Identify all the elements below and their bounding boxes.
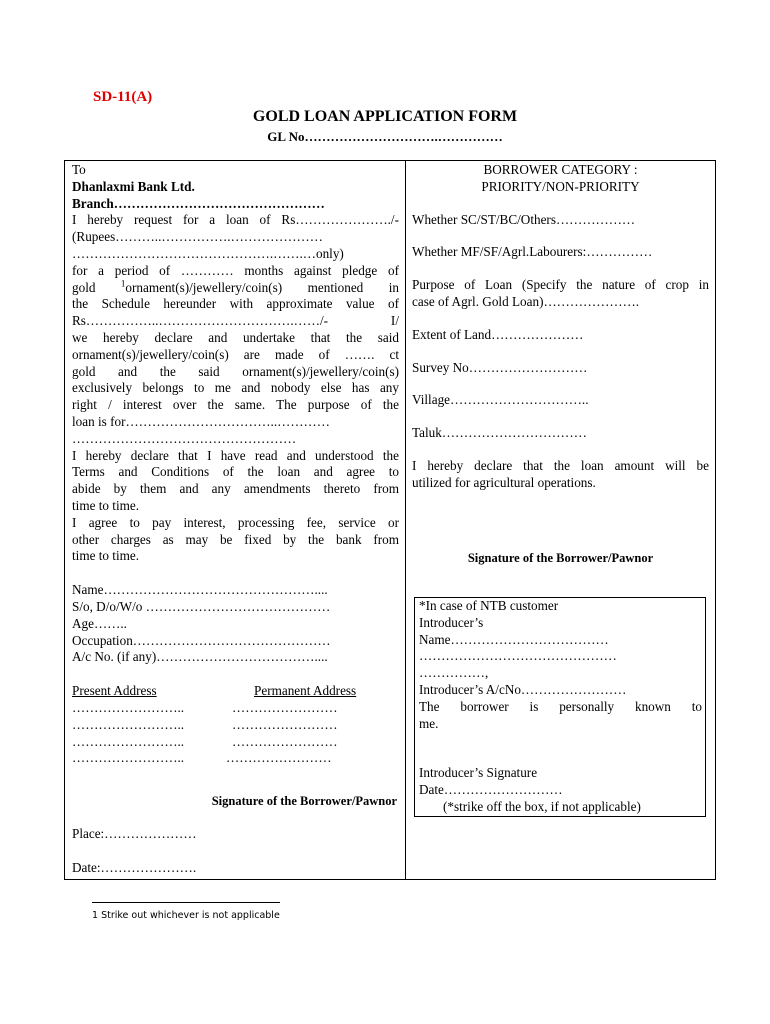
introducer-name-field: ……………………………………… (419, 648, 617, 664)
ntb-introducer-section (419, 598, 702, 816)
declaration-line: time to time. (72, 497, 140, 513)
agreement-line: time to time. (72, 548, 140, 564)
borrower-signature-label: Signature of the Borrower/Pawnor (211, 794, 397, 809)
taluk-field: Taluk…………………………… (412, 425, 587, 441)
introducer-name-field: ……………, (419, 665, 489, 681)
address-row (72, 750, 399, 767)
place-field: Place:………………… (72, 825, 197, 841)
loan-request-line: the Schedule hereunder with approximate value of (72, 296, 399, 312)
present-address-line: …………………….. (72, 716, 185, 732)
agri-declaration-line: utilized for agricultural operations. (412, 474, 596, 490)
caste-category-field: Whether SC/ST/BC/Others……………… (412, 211, 636, 227)
name-field: Name………………………………………….... (72, 582, 328, 598)
introducer-label: Introducer’s (419, 614, 484, 630)
survey-number-field: Survey No……………………… (412, 359, 588, 375)
extent-of-land-field: Extent of Land………………… (412, 326, 584, 342)
permanent-address-line: …………………… (226, 750, 332, 766)
introducer-account-field: Introducer’s A/cNo…………………… (419, 681, 627, 697)
permanent-address-line: …………………… (232, 733, 338, 749)
address-row (72, 700, 399, 717)
borrower-signature-label: Signature of the Borrower/Pawnor (467, 550, 654, 565)
loan-request-line: (Rupees………..…………….………………… (72, 229, 323, 245)
declaration-line: I hereby declare that I have read and understood the (72, 447, 399, 463)
present-address-line: …………………….. (72, 699, 185, 715)
gl-number-field: GL No………………………….…………… (267, 129, 503, 144)
permanent-address-line: …………………… (232, 716, 338, 732)
agri-declaration-line: I hereby declare that the loan amount will be (412, 457, 709, 473)
column-divider (405, 160, 406, 880)
date-field: Date:…………………. (72, 859, 197, 875)
address-row (72, 734, 399, 751)
farmer-category-field: Whether MF/SF/Agrl.Labourers:…………… (412, 244, 653, 260)
footnote-ref: 1 (120, 278, 126, 289)
account-number-field: A/c No. (if any)……………………………….... (72, 649, 328, 665)
bank-name: Dhanlaxmi Bank Ltd. (72, 178, 195, 194)
known-borrower-statement: me. (419, 715, 439, 731)
loan-request-line: ornament(s)/jewellery/coin(s) are made of ……. ct (72, 346, 399, 362)
declaration-line: Terms and Conditions of the loan and agree to (72, 464, 399, 480)
address-headers (72, 683, 399, 700)
to-label: To (72, 162, 86, 177)
permanent-address-label: Permanent Address (254, 683, 357, 699)
footnote: 1 Strike out whichever is not applicable (92, 910, 280, 921)
loan-request-line: exclusively belongs to me and nobody else has any (72, 380, 399, 396)
age-field: Age…….. (72, 615, 127, 631)
loan-request-line: for a period of ………… months against pledge of (72, 262, 399, 278)
form-title: GOLD LOAN APPLICATION FORM (252, 108, 518, 125)
form-code: SD-11(A) (93, 89, 153, 105)
relation-field: S/o, D/o/W/o …………………………………… (72, 598, 331, 614)
loan-request-line: ……………………………………….…….…only) (72, 245, 344, 261)
loan-purpose-field: Purpose of Loan (Specify the nature of crop in (412, 277, 709, 293)
agreement-line: I agree to pay interest, processing fee, service or (72, 514, 399, 530)
right-column (412, 162, 709, 566)
loan-request-line: gold and the said ornament(s)/jewellery/coin(s) (72, 363, 399, 379)
loan-request-line: I hereby request for a loan of Rs…………………./- (72, 212, 399, 228)
present-address-line: …………………….. (72, 733, 185, 749)
borrower-category-heading: BORROWER CATEGORY : (483, 162, 638, 177)
present-address-line: …………………….. (72, 750, 185, 766)
loan-purpose-line: loan is for……………………………..………… (72, 413, 330, 429)
branch-field: Branch………………………………………… (72, 195, 325, 211)
occupation-field: Occupation……………………………………… (72, 632, 331, 648)
address-row (72, 717, 399, 734)
borrower-category-options: PRIORITY/NON-PRIORITY (481, 178, 640, 194)
village-field: Village………………………….. (412, 392, 589, 408)
declaration-line: abide by them and any amendments thereto from (72, 481, 399, 497)
ntb-note: *In case of NTB customer (419, 598, 559, 613)
left-column (72, 162, 399, 876)
introducer-name-field: Name……………………………… (419, 631, 609, 647)
strike-off-note: (*strike off the box, if not applicable) (443, 798, 641, 814)
present-address-label: Present Address (72, 683, 157, 699)
known-borrower-statement: The borrower is personally known to (419, 698, 702, 714)
loan-request-line: we hereby declare and undertake that the said (72, 329, 399, 345)
permanent-address-line: …………………… (232, 699, 338, 715)
loan-request-line: Rs……………..………………………….……/- I/ (72, 313, 399, 329)
loan-purpose-line: …………………………………………… (72, 430, 297, 446)
agreement-line: other charges as may be fixed by the bank from (72, 531, 399, 547)
introducer-date-field: Date……………………… (419, 782, 563, 798)
introducer-signature-label: Introducer’s Signature (419, 765, 538, 781)
footnote-separator (92, 902, 280, 903)
loan-purpose-field: case of Agrl. Gold Loan)…………………. (412, 293, 640, 309)
loan-request-line: gold $^1$ornament(s)/jewellery/coin(s) mentioned in (72, 278, 399, 295)
loan-request-line: right / interest over the same. The purpose of the (72, 397, 399, 413)
